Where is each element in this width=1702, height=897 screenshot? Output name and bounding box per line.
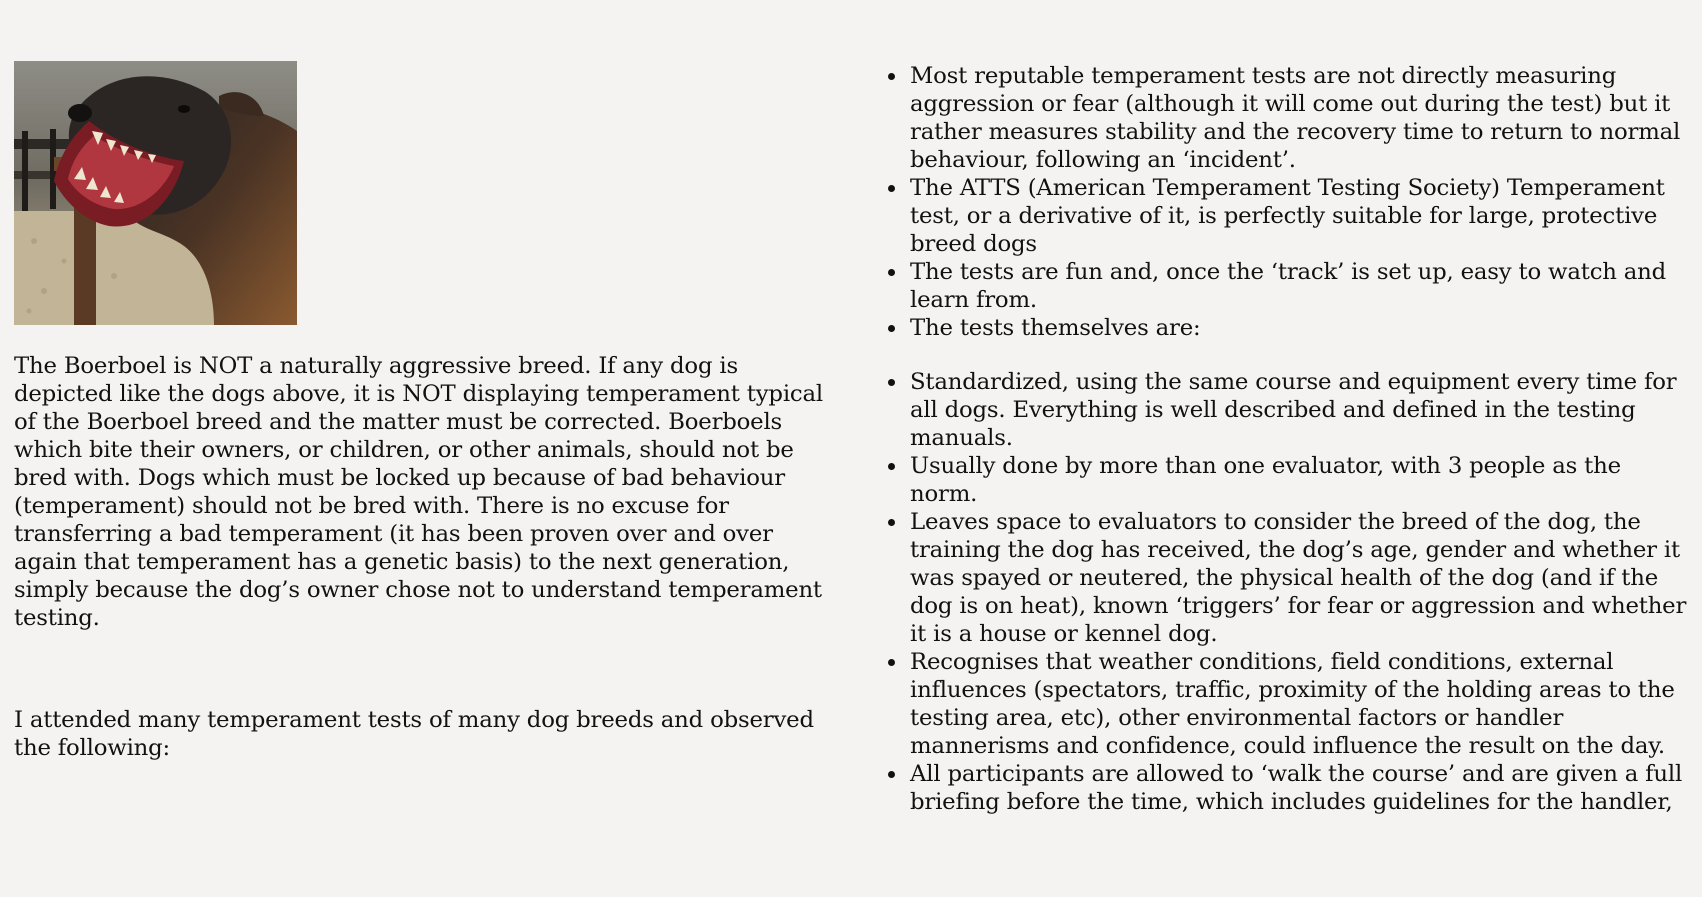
- bullet-icon: [888, 519, 895, 526]
- dog-photo-illustration: [14, 61, 297, 325]
- list-item: [880, 258, 1688, 314]
- list-item: [880, 174, 1688, 258]
- list-item: [880, 314, 1688, 342]
- left-column: [14, 61, 834, 762]
- observations-list: [880, 62, 1688, 342]
- list-item-text: All participants are allowed to ‘walk the course’ and are given a full briefing before the time, which includes guidelines for the handler,: [910, 761, 1683, 815]
- list-item: [880, 648, 1688, 760]
- list-item-text: Leaves space to evaluators to consider the breed of the dog, the training the dog has received, the dog’s age, gender and whether it was spayed or neutered, the physical health of the dog (and if the dog is on heat), known ‘triggers’ for fear or aggression and whether it is a house or kennel dog.: [910, 509, 1687, 647]
- bullet-icon: [888, 463, 895, 470]
- list-item-text: Most reputable temperament tests are not directly measuring aggression or fear (although it will come out during the test) but it rather measures stability and the recovery time to return to normal behaviour, following an ‘incident’.: [910, 63, 1681, 173]
- list-item-text: Usually done by more than one evaluator, with 3 people as the norm.: [910, 453, 1621, 507]
- attended-paragraph: I attended many temperament tests of many dog breeds and observed the following:: [14, 707, 814, 761]
- list-item-text: Recognises that weather conditions, field conditions, external influences (spectators, traffic, proximity of the holding areas to the testing area, etc), other environmental factors or handler mannerisms and confidence, could influence the result on the day.: [910, 649, 1675, 759]
- bullet-icon: [888, 185, 895, 192]
- list-item: [880, 760, 1688, 816]
- list-item-text: The tests themselves are:: [910, 315, 1201, 341]
- list-item: [880, 62, 1688, 174]
- list-item: [880, 368, 1688, 452]
- list-item-text: The ATTS (American Temperament Testing Society) Temperament test, or a derivative of it, is perfectly suitable for large, protective breed dogs: [910, 175, 1665, 257]
- bullet-icon: [888, 659, 895, 666]
- bullet-icon: [888, 325, 895, 332]
- list-item: [880, 452, 1688, 508]
- list-item: [880, 508, 1688, 648]
- bullet-icon: [888, 269, 895, 276]
- bullet-icon: [888, 73, 895, 80]
- bullet-icon: [888, 771, 895, 778]
- dog-photo: [14, 61, 297, 325]
- right-column: [880, 62, 1688, 816]
- bullet-icon: [888, 379, 895, 386]
- test-characteristics-list: [880, 368, 1688, 816]
- list-item-text: The tests are fun and, once the ‘track’ is set up, easy to watch and learn from.: [910, 259, 1667, 313]
- intro-paragraph: The Boerboel is NOT a naturally aggressive breed. If any dog is depicted like the dogs above, it is NOT displaying temperament typical of the Boerboel breed and the matter must be corrected. Boerboels which bite their owners, or children, or other animals, should not be bred with. Dogs which must be locked up because of bad behaviour (temperament) should not be bred with. There is no excuse for transferring a bad temperament (it has been proven over and over again that temperament has a genetic basis) to the next generation, simply because the dog’s owner chose not to understand temperament testing.: [14, 353, 823, 631]
- list-item-text: Standardized, using the same course and equipment every time for all dogs. Everything is well described and defined in the testing manuals.: [910, 369, 1677, 451]
